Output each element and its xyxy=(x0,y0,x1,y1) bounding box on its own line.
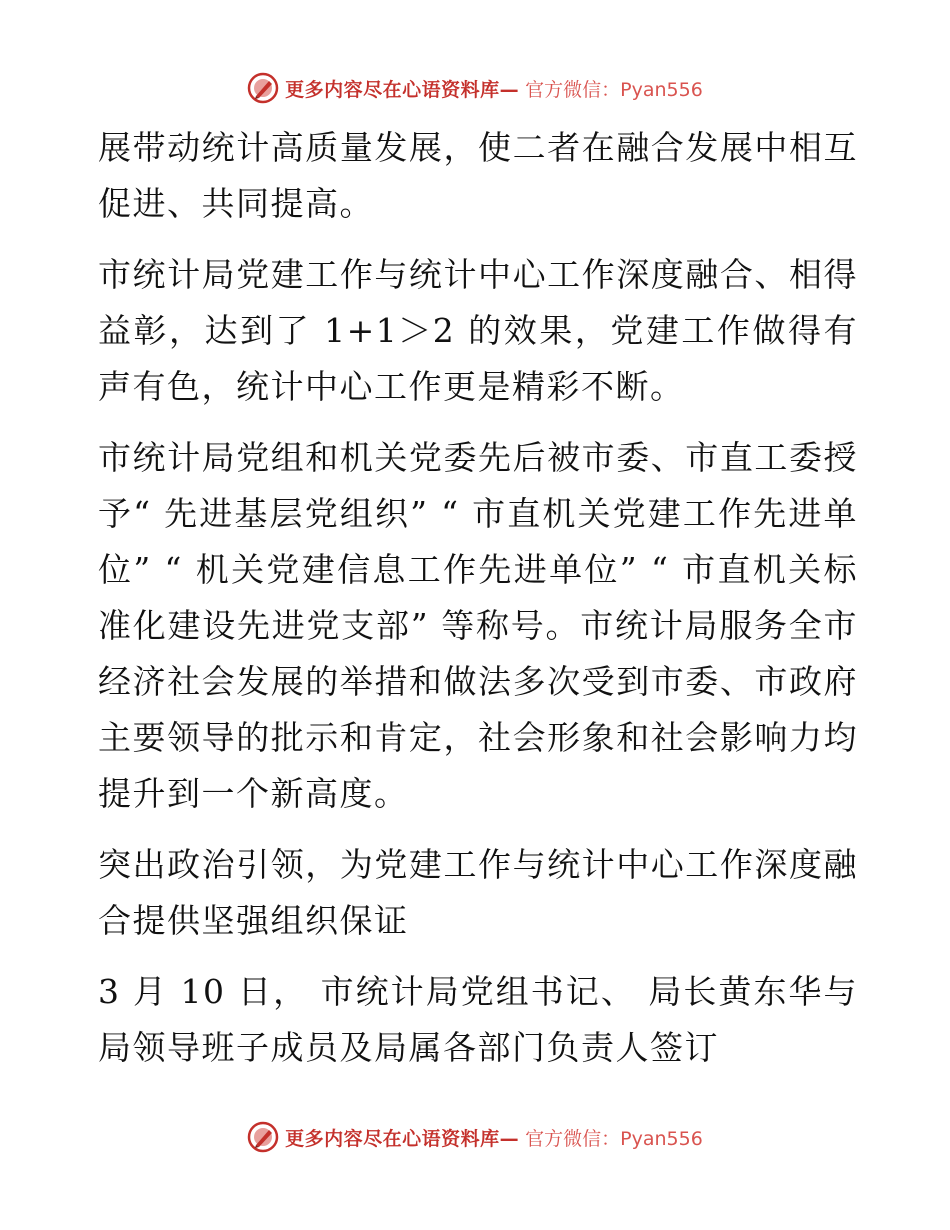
watermark-text: 更多内容尽在心语资料库— xyxy=(285,1127,520,1150)
paragraph: 市统计局党建工作与统计中心工作深度融合、相得益彰，达到了 1+1＞2 的效果，党建工作做得有声有色，统计中心工作更是精彩不断。 xyxy=(98,255,858,406)
paragraph: 3 月 10 日， 市统计局党组书记、 局长黄东华与局领导班子成员及局属各部门负责人签订 xyxy=(98,972,858,1067)
paragraph: 突出政治引领，为党建工作与统计中心工作深度融合提供坚强组织保证 xyxy=(98,845,858,940)
document-body xyxy=(98,120,858,1091)
watermark-footer xyxy=(0,1121,950,1153)
paragraph: 展带动统计高质量发展，使二者在融合发展中相互促进、共同提高。 xyxy=(98,128,858,223)
watermark-wechat: 官方微信：Pyan556 xyxy=(525,1127,703,1150)
watermark-wechat: 官方微信：Pyan556 xyxy=(525,78,703,101)
watermark-header xyxy=(0,72,950,104)
watermark-text: 更多内容尽在心语资料库— xyxy=(285,78,520,101)
pen-circle-icon xyxy=(247,1121,279,1153)
pen-circle-icon xyxy=(247,72,279,104)
paragraph: 市统计局党组和机关党委先后被市委、市直工委授予“ 先进基层党组织” “ 市直机关党建工作先进单位” “ 机关党建信息工作先进单位” “ 市直机关标准化建设先进党支部” 等称号。市统计局服务全市经济社会发展的举措和做法多次受到市委、市政府主要领导的批示和肯定，社会形象和社会影响力均提升到一个新高度。 xyxy=(98,438,858,813)
